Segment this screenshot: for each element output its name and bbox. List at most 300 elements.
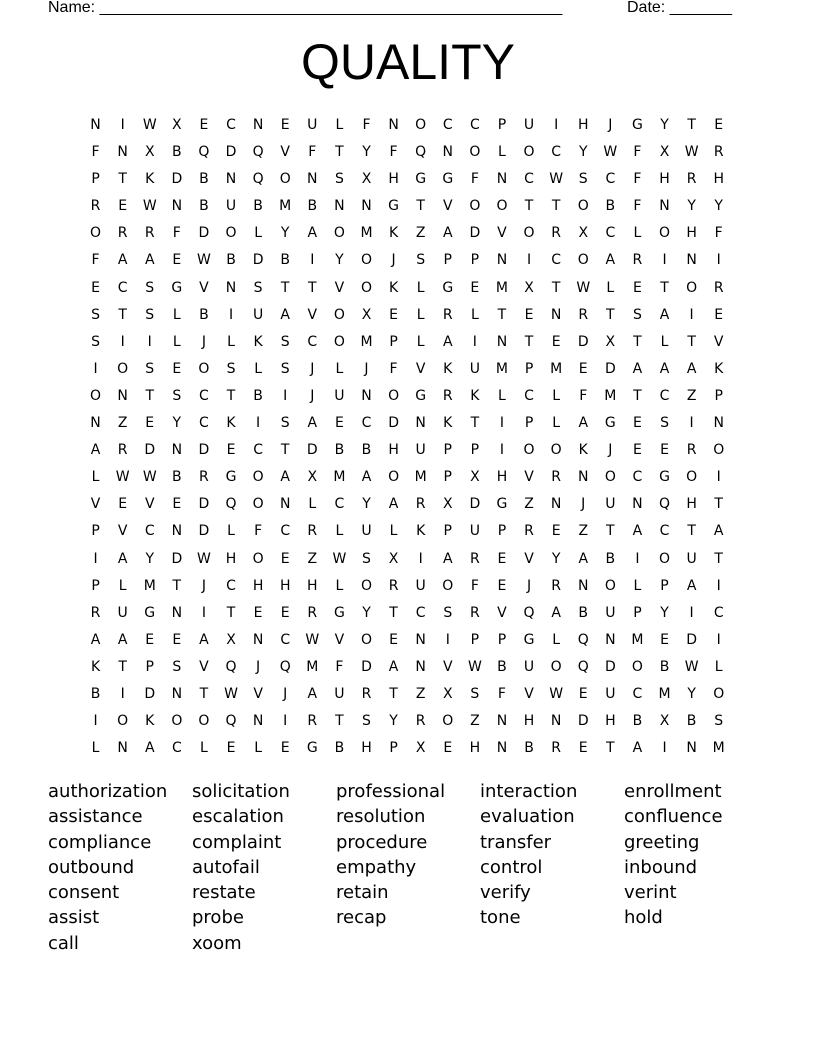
- grid-letter: P: [470, 631, 480, 648]
- grid-letter: R: [442, 387, 453, 404]
- grid-letter: C: [605, 225, 616, 242]
- grid-letter: X: [442, 496, 453, 513]
- grid-letter: I: [93, 550, 98, 567]
- grid-letter: F: [254, 523, 263, 540]
- grid-letter: Y: [172, 415, 182, 432]
- grid-letter: L: [335, 523, 344, 540]
- grid-letter: Q: [225, 713, 237, 730]
- grid-letter: B: [632, 713, 643, 730]
- word-list-item: consent: [48, 882, 120, 904]
- grid-letter: I: [120, 117, 125, 133]
- grid-letter: X: [388, 550, 399, 567]
- grid-letter: M: [631, 631, 644, 648]
- grid-letter: L: [552, 415, 561, 432]
- grid-letter: N: [550, 496, 562, 513]
- grid-letter: A: [551, 604, 561, 621]
- grid-letter: S: [280, 360, 290, 377]
- word-list-item: resolution: [336, 806, 426, 828]
- grid-letter: D: [604, 658, 616, 675]
- grid-letter: U: [334, 685, 345, 702]
- grid-letter: N: [442, 144, 453, 161]
- grid-letter: P: [91, 171, 100, 188]
- grid-letter: O: [360, 577, 372, 594]
- grid-letter: N: [90, 117, 101, 133]
- grid-letter: Z: [524, 496, 534, 513]
- grid-letter: N: [632, 496, 643, 513]
- grid-letter: S: [632, 306, 642, 323]
- grid-letter: T: [660, 279, 669, 296]
- grid-letter: W: [197, 550, 211, 567]
- grid-letter: Q: [279, 658, 291, 675]
- word-list-item: hold: [624, 907, 663, 929]
- grid-letter: E: [280, 117, 290, 133]
- grid-letter: R: [199, 469, 209, 486]
- grid-letter: E: [118, 496, 128, 513]
- grid-letter: P: [470, 252, 480, 269]
- grid-letter: N: [415, 631, 426, 648]
- grid-letter: B: [199, 171, 209, 188]
- grid-letter: Y: [335, 252, 344, 269]
- grid-letter: Q: [225, 496, 237, 513]
- grid-letter: H: [225, 550, 237, 567]
- grid-letter: B: [280, 252, 290, 269]
- grid-letter: O: [659, 550, 671, 567]
- word-list-item: evaluation: [480, 806, 575, 828]
- grid-letter: C: [632, 469, 643, 486]
- grid-letter: E: [497, 550, 507, 567]
- grid-letter: E: [172, 360, 182, 377]
- grid-letter: Y: [687, 198, 696, 215]
- grid-letter: V: [334, 631, 345, 648]
- grid-letter: M: [495, 360, 508, 377]
- grid-letter: A: [307, 685, 318, 702]
- grid-letter: V: [280, 144, 290, 161]
- grid-letter: N: [171, 604, 183, 621]
- grid-letter: I: [716, 631, 721, 648]
- grid-letter: U: [117, 604, 128, 621]
- grid-letter: O: [713, 442, 725, 459]
- grid-letter: R: [307, 604, 318, 621]
- grid-letter: E: [280, 550, 290, 567]
- grid-letter: A: [713, 523, 724, 540]
- grid-letter: B: [605, 550, 616, 567]
- grid-letter: G: [171, 279, 183, 296]
- grid-letter: L: [227, 333, 235, 350]
- grid-letter: C: [551, 144, 562, 161]
- grid-letter: I: [716, 252, 721, 269]
- grid-letter: I: [526, 252, 532, 269]
- grid-letter: E: [660, 442, 669, 459]
- word-list-item: compliance: [48, 831, 152, 853]
- grid-letter: K: [145, 171, 155, 188]
- grid-letter: H: [361, 740, 372, 757]
- grid-letter: Y: [551, 550, 561, 567]
- grid-letter: I: [93, 713, 98, 730]
- grid-letter: R: [469, 550, 480, 567]
- grid-letter: A: [632, 523, 643, 540]
- grid-letter: T: [714, 550, 723, 567]
- grid-letter: G: [415, 171, 427, 188]
- grid-letter: H: [686, 496, 697, 513]
- grid-letter: S: [334, 171, 344, 188]
- grid-letter: V: [524, 469, 534, 486]
- grid-row: [82, 681, 734, 708]
- word-list-item: retain: [336, 882, 389, 904]
- grid-letter: P: [389, 740, 398, 757]
- grid-letter: O: [415, 117, 427, 133]
- grid-letter: I: [472, 333, 477, 350]
- grid-letter: T: [551, 279, 561, 296]
- word-list-item: probe: [192, 907, 244, 929]
- grid-letter: N: [496, 740, 508, 757]
- grid-letter: B: [605, 198, 616, 215]
- grid-letter: G: [306, 740, 318, 757]
- grid-letter: T: [389, 604, 398, 621]
- grid-letter: G: [604, 415, 616, 432]
- grid-letter: Y: [280, 225, 290, 242]
- grid-row: [82, 518, 734, 545]
- grid-letter: L: [552, 631, 561, 648]
- grid-letter: D: [198, 523, 210, 540]
- grid-letter: O: [279, 171, 291, 188]
- grid-letter: X: [605, 333, 616, 350]
- grid-letter: R: [551, 740, 561, 757]
- grid-row: [82, 708, 734, 735]
- grid-letter: S: [91, 306, 100, 323]
- grid-letter: M: [306, 658, 319, 675]
- grid-letter: N: [225, 279, 237, 296]
- grid-letter: W: [142, 117, 157, 133]
- grid-letter: M: [604, 387, 617, 404]
- word-list-item: confluence: [624, 806, 723, 828]
- grid-letter: I: [716, 469, 721, 486]
- grid-row: [82, 735, 734, 762]
- grid-letter: C: [307, 333, 318, 350]
- grid-letter: P: [524, 360, 534, 377]
- grid-letter: F: [308, 144, 317, 161]
- grid-letter: I: [283, 387, 288, 404]
- grid-letter: E: [578, 360, 588, 377]
- grid-letter: O: [388, 469, 400, 486]
- grid-letter: N: [171, 685, 183, 702]
- grid-letter: A: [578, 415, 589, 432]
- grid-letter: R: [551, 577, 561, 594]
- grid-letter: L: [552, 387, 561, 404]
- grid-letter: Y: [687, 685, 696, 702]
- word-list-item: verint: [624, 882, 677, 904]
- grid-letter: H: [388, 442, 399, 459]
- grid-row: [82, 600, 734, 627]
- grid-letter: H: [388, 171, 399, 188]
- grid-letter: P: [470, 442, 480, 459]
- grid-letter: N: [659, 198, 670, 215]
- grid-letter: O: [442, 577, 454, 594]
- grid-letter: Q: [523, 604, 535, 621]
- grid-letter: A: [686, 360, 697, 377]
- grid-letter: T: [335, 713, 344, 730]
- grid-letter: P: [443, 442, 452, 459]
- grid-row: [82, 356, 734, 383]
- grid-letter: T: [172, 577, 182, 594]
- grid-letter: S: [280, 415, 290, 432]
- grid-letter: L: [254, 225, 263, 242]
- grid-letter: R: [713, 279, 724, 296]
- grid-letter: A: [144, 740, 155, 757]
- grid-letter: G: [442, 279, 454, 296]
- grid-letter: E: [470, 279, 480, 296]
- grid-letter: D: [171, 550, 183, 567]
- grid-letter: E: [91, 279, 100, 296]
- grid-letter: T: [633, 387, 642, 404]
- grid-letter: O: [117, 360, 129, 377]
- grid-row: [82, 546, 734, 573]
- grid-letter: R: [578, 306, 589, 323]
- word-list-item: solicitation: [192, 781, 290, 802]
- word-list-item: xoom: [192, 932, 242, 954]
- grid-letter: O: [604, 469, 616, 486]
- name-field-label[interactable]: Name: ____________________________________________________: [48, 0, 563, 16]
- grid-letter: N: [686, 740, 697, 757]
- grid-letter: I: [147, 333, 152, 350]
- grid-letter: S: [226, 360, 236, 377]
- grid-letter: O: [659, 225, 671, 242]
- grid-letter: K: [253, 333, 263, 350]
- grid-letter: I: [310, 252, 315, 269]
- grid-letter: F: [389, 360, 398, 377]
- grid-letter: I: [418, 550, 423, 567]
- grid-letter: L: [118, 577, 127, 594]
- grid-letter: A: [117, 252, 128, 269]
- grid-letter: Z: [470, 713, 480, 730]
- grid-row: [82, 437, 734, 464]
- grid-letter: D: [171, 171, 183, 188]
- grid-letter: V: [199, 658, 209, 675]
- grid-letter: M: [658, 685, 671, 702]
- grid-letter: N: [496, 171, 508, 188]
- grid-letter: W: [549, 685, 564, 702]
- grid-letter: W: [576, 279, 591, 296]
- grid-letter: B: [361, 442, 372, 459]
- grid-letter: N: [171, 198, 183, 215]
- grid-letter: I: [499, 415, 505, 432]
- grid-letter: N: [577, 469, 589, 486]
- grid-letter: D: [469, 225, 481, 242]
- grid-letter: T: [335, 144, 344, 161]
- grid-letter: N: [713, 415, 724, 432]
- grid-letter: I: [201, 604, 206, 621]
- grid-letter: P: [497, 117, 507, 133]
- grid-letter: X: [361, 306, 372, 323]
- grid-letter: C: [334, 496, 345, 513]
- grid-letter: T: [145, 387, 155, 404]
- grid-letter: P: [497, 523, 507, 540]
- grid-row: [82, 654, 734, 681]
- grid-letter: J: [310, 360, 315, 377]
- grid-letter: T: [118, 171, 127, 188]
- grid-letter: E: [280, 740, 290, 757]
- grid-letter: T: [524, 198, 534, 215]
- grid-letter: E: [714, 306, 724, 323]
- grid-letter: S: [253, 279, 263, 296]
- grid-letter: A: [90, 631, 101, 648]
- grid-letter: L: [227, 523, 235, 540]
- grid-letter: W: [197, 252, 211, 269]
- letter-grid: [82, 112, 734, 762]
- grid-row: [82, 627, 734, 654]
- grid-letter: L: [308, 496, 317, 513]
- grid-letter: U: [361, 523, 372, 540]
- grid-letter: S: [416, 252, 426, 269]
- grid-letter: N: [279, 496, 291, 513]
- grid-letter: S: [362, 550, 371, 567]
- grid-letter: S: [578, 171, 588, 188]
- grid-letter: T: [606, 740, 615, 757]
- grid-letter: S: [172, 658, 182, 675]
- grid-letter: B: [90, 685, 101, 702]
- grid-letter: H: [496, 469, 508, 486]
- grid-letter: K: [443, 415, 453, 432]
- grid-letter: S: [470, 685, 480, 702]
- grid-letter: T: [497, 306, 507, 323]
- grid-letter: B: [497, 658, 507, 675]
- grid-letter: L: [91, 740, 100, 757]
- grid-letter: L: [416, 306, 425, 323]
- grid-letter: R: [144, 225, 155, 242]
- grid-row: [82, 383, 734, 410]
- grid-letter: G: [144, 604, 156, 621]
- grid-letter: R: [117, 442, 128, 459]
- grid-letter: X: [578, 225, 589, 242]
- grid-letter: V: [442, 198, 453, 215]
- grid-letter: G: [225, 469, 237, 486]
- grid-letter: C: [469, 117, 480, 133]
- grid-letter: Z: [415, 685, 426, 702]
- grid-letter: F: [91, 252, 100, 269]
- grid-letter: A: [442, 550, 453, 567]
- grid-letter: I: [120, 685, 125, 702]
- grid-letter: Y: [660, 117, 669, 133]
- grid-letter: D: [144, 442, 156, 459]
- grid-letter: J: [608, 117, 613, 133]
- grid-letter: E: [172, 252, 182, 269]
- grid-letter: V: [524, 685, 534, 702]
- grid-letter: U: [307, 117, 318, 133]
- grid-letter: P: [524, 415, 534, 432]
- grid-letter: O: [550, 442, 562, 459]
- grid-letter: Q: [252, 171, 264, 188]
- grid-letter: G: [496, 496, 508, 513]
- grid-letter: D: [198, 442, 210, 459]
- grid-letter: Q: [415, 144, 427, 161]
- grid-letter: R: [632, 252, 643, 269]
- grid-letter: A: [144, 252, 155, 269]
- grid-letter: B: [307, 198, 318, 215]
- grid-letter: U: [469, 360, 480, 377]
- grid-letter: T: [226, 604, 236, 621]
- grid-letter: U: [605, 604, 616, 621]
- grid-letter: Q: [577, 631, 589, 648]
- grid-letter: C: [280, 631, 291, 648]
- grid-letter: A: [117, 631, 128, 648]
- grid-letter: H: [523, 713, 535, 730]
- grid-letter: C: [605, 171, 616, 188]
- grid-letter: O: [117, 713, 129, 730]
- grid-letter: A: [90, 442, 101, 459]
- grid-letter: N: [117, 387, 128, 404]
- grid-letter: U: [415, 577, 426, 594]
- grid-letter: M: [143, 577, 156, 594]
- grid-letter: N: [361, 198, 372, 215]
- date-field-label[interactable]: Date: _______: [627, 0, 732, 16]
- word-list-item: call: [48, 932, 79, 954]
- grid-letter: R: [713, 144, 724, 161]
- grid-letter: F: [633, 171, 642, 188]
- grid-letter: O: [577, 252, 589, 269]
- grid-letter: A: [659, 360, 670, 377]
- grid-letter: O: [442, 713, 454, 730]
- grid-letter: N: [415, 658, 426, 675]
- grid-letter: I: [445, 631, 450, 648]
- grid-letter: H: [577, 117, 589, 133]
- grid-letter: N: [550, 713, 562, 730]
- grid-letter: X: [524, 279, 534, 296]
- grid-letter: Y: [660, 604, 669, 621]
- grid-letter: I: [689, 415, 694, 432]
- grid-letter: V: [144, 496, 155, 513]
- grid-letter: E: [118, 198, 128, 215]
- grid-letter: R: [686, 171, 697, 188]
- grid-letter: I: [662, 252, 667, 269]
- grid-letter: N: [252, 713, 264, 730]
- grid-letter: F: [470, 577, 479, 594]
- grid-letter: C: [659, 387, 670, 404]
- grid-letter: T: [199, 685, 209, 702]
- grid-letter: M: [360, 333, 373, 350]
- grid-letter: H: [252, 577, 264, 594]
- grid-letter: E: [145, 631, 155, 648]
- grid-letter: C: [117, 279, 128, 296]
- grid-letter: R: [90, 604, 101, 621]
- grid-letter: L: [254, 360, 263, 377]
- grid-letter: S: [145, 279, 155, 296]
- grid-row: [82, 220, 734, 247]
- grid-letter: R: [415, 496, 426, 513]
- grid-letter: V: [497, 604, 507, 621]
- grid-letter: V: [199, 279, 209, 296]
- grid-letter: T: [226, 387, 236, 404]
- grid-letter: L: [335, 117, 344, 133]
- grid-letter: W: [549, 171, 564, 188]
- grid-row: [82, 247, 734, 274]
- grid-letter: N: [496, 333, 508, 350]
- grid-letter: O: [360, 631, 372, 648]
- grid-letter: N: [252, 117, 264, 133]
- grid-letter: Y: [362, 144, 371, 161]
- grid-letter: A: [199, 631, 209, 648]
- grid-letter: C: [253, 442, 263, 459]
- grid-letter: E: [172, 631, 182, 648]
- grid-letter: U: [605, 685, 616, 702]
- grid-letter: R: [361, 685, 372, 702]
- grid-letter: Y: [578, 144, 588, 161]
- grid-letter: B: [686, 713, 697, 730]
- grid-letter: R: [307, 713, 318, 730]
- grid-letter: F: [497, 685, 506, 702]
- grid-letter: A: [605, 252, 616, 269]
- grid-letter: N: [577, 577, 589, 594]
- grid-letter: Y: [145, 550, 155, 567]
- grid-letter: P: [443, 523, 452, 540]
